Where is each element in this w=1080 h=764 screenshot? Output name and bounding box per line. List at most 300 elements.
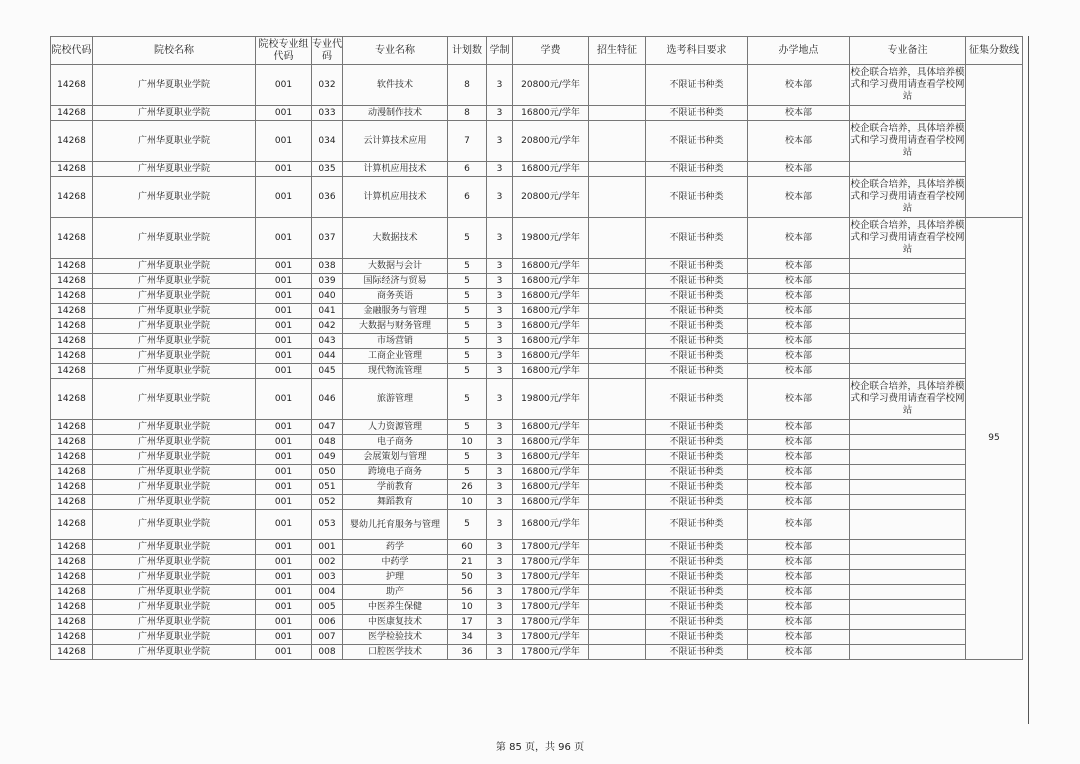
cell-years: 3 [487,570,513,585]
cell-subjects: 不限证书种类 [646,162,748,177]
cell-school-code: 14268 [51,555,93,570]
cell-school-name: 广州华夏职业学院 [93,585,256,600]
cell-major-code: 002 [312,555,343,570]
cell-location: 校本部 [748,645,850,660]
cell-plan: 5 [448,420,487,435]
cell-school-code: 14268 [51,645,93,660]
cell-fee: 17800元/学年 [513,555,589,570]
header-major-code: 专业代码 [312,37,343,65]
cell-major-code: 001 [312,540,343,555]
cell-major-code: 043 [312,334,343,349]
table-row [51,450,1023,465]
cell-fee: 16800元/学年 [513,495,589,510]
cell-feature [589,218,646,259]
cell-subjects: 不限证书种类 [646,510,748,540]
cell-years: 3 [487,121,513,162]
cell-major-name: 舞蹈教育 [343,495,448,510]
cell-location: 校本部 [748,289,850,304]
cell-school-name: 广州华夏职业学院 [93,121,256,162]
cell-group-code: 001 [256,274,312,289]
cell-location: 校本部 [748,349,850,364]
cell-years: 3 [487,364,513,379]
cell-group-code: 001 [256,540,312,555]
table-row [51,121,1023,162]
cell-location: 校本部 [748,570,850,585]
cell-years: 3 [487,450,513,465]
cell-fee: 16800元/学年 [513,319,589,334]
table-row [51,495,1023,510]
cell-subjects: 不限证书种类 [646,274,748,289]
cell-plan: 50 [448,570,487,585]
cell-score-line: 95 [966,218,1023,660]
cell-feature [589,274,646,289]
cell-school-name: 广州华夏职业学院 [93,349,256,364]
cell-school-code: 14268 [51,364,93,379]
cell-subjects: 不限证书种类 [646,465,748,480]
cell-major-name: 市场营销 [343,334,448,349]
cell-feature [589,540,646,555]
cell-remark [850,435,966,450]
cell-feature [589,585,646,600]
cell-group-code: 001 [256,349,312,364]
table-row [51,555,1023,570]
cell-school-code: 14268 [51,319,93,334]
cell-major-name: 云计算技术应用 [343,121,448,162]
cell-major-name: 计算机应用技术 [343,162,448,177]
cell-fee: 16800元/学年 [513,480,589,495]
cell-subjects: 不限证书种类 [646,334,748,349]
cell-feature [589,510,646,540]
cell-subjects: 不限证书种类 [646,570,748,585]
cell-plan: 21 [448,555,487,570]
cell-feature [589,570,646,585]
cell-major-code: 006 [312,615,343,630]
cell-plan: 5 [448,349,487,364]
cell-group-code: 001 [256,162,312,177]
cell-group-code: 001 [256,177,312,218]
cell-location: 校本部 [748,106,850,121]
cell-remark: 校企联合培养，具体培养模式和学习费用请查看学校网站 [850,218,966,259]
cell-major-name: 电子商务 [343,435,448,450]
cell-subjects: 不限证书种类 [646,630,748,645]
cell-school-code: 14268 [51,480,93,495]
cell-fee: 16800元/学年 [513,465,589,480]
cell-major-name: 计算机应用技术 [343,177,448,218]
cell-subjects: 不限证书种类 [646,379,748,420]
header-remark: 专业备注 [850,37,966,65]
table-row [51,304,1023,319]
cell-major-name: 跨境电子商务 [343,465,448,480]
cell-plan: 5 [448,450,487,465]
cell-plan: 5 [448,465,487,480]
cell-major-name: 会展策划与管理 [343,450,448,465]
cell-major-name: 工商企业管理 [343,349,448,364]
cell-feature [589,319,646,334]
cell-plan: 6 [448,162,487,177]
cell-school-code: 14268 [51,510,93,540]
cell-remark [850,585,966,600]
table-row [51,364,1023,379]
cell-plan: 60 [448,540,487,555]
cell-major-code: 008 [312,645,343,660]
cell-subjects: 不限证书种类 [646,495,748,510]
cell-school-name: 广州华夏职业学院 [93,65,256,106]
cell-group-code: 001 [256,304,312,319]
cell-major-code: 041 [312,304,343,319]
cell-school-name: 广州华夏职业学院 [93,495,256,510]
cell-group-code: 001 [256,510,312,540]
cell-years: 3 [487,218,513,259]
cell-school-code: 14268 [51,121,93,162]
cell-feature [589,162,646,177]
table-row [51,106,1023,121]
table-row [51,162,1023,177]
cell-years: 3 [487,162,513,177]
cell-school-name: 广州华夏职业学院 [93,364,256,379]
table-row [51,510,1023,540]
cell-school-code: 14268 [51,465,93,480]
cell-years: 3 [487,259,513,274]
cell-fee: 16800元/学年 [513,289,589,304]
cell-location: 校本部 [748,304,850,319]
cell-fee: 16800元/学年 [513,420,589,435]
cell-school-name: 广州华夏职业学院 [93,630,256,645]
cell-fee: 19800元/学年 [513,379,589,420]
cell-location: 校本部 [748,480,850,495]
cell-remark [850,349,966,364]
header-fee: 学费 [513,37,589,65]
cell-subjects: 不限证书种类 [646,435,748,450]
cell-subjects: 不限证书种类 [646,585,748,600]
cell-plan: 8 [448,65,487,106]
table-row [51,319,1023,334]
table-row [51,289,1023,304]
cell-fee: 20800元/学年 [513,121,589,162]
cell-remark: 校企联合培养，具体培养模式和学习费用请查看学校网站 [850,177,966,218]
cell-location: 校本部 [748,319,850,334]
cell-feature [589,259,646,274]
cell-group-code: 001 [256,319,312,334]
cell-school-name: 广州华夏职业学院 [93,555,256,570]
cell-remark [850,510,966,540]
cell-group-code: 001 [256,259,312,274]
cell-school-code: 14268 [51,334,93,349]
cell-fee: 16800元/学年 [513,349,589,364]
cell-subjects: 不限证书种类 [646,218,748,259]
cell-school-name: 广州华夏职业学院 [93,162,256,177]
table-row [51,630,1023,645]
cell-school-name: 广州华夏职业学院 [93,510,256,540]
cell-group-code: 001 [256,600,312,615]
cell-school-code: 14268 [51,495,93,510]
cell-group-code: 001 [256,630,312,645]
table-row [51,274,1023,289]
cell-plan: 26 [448,480,487,495]
cell-major-name: 大数据与财务管理 [343,319,448,334]
cell-location: 校本部 [748,177,850,218]
cell-subjects: 不限证书种类 [646,177,748,218]
cell-major-code: 004 [312,585,343,600]
table-row [51,420,1023,435]
cell-feature [589,420,646,435]
cell-fee: 16800元/学年 [513,274,589,289]
cell-location: 校本部 [748,615,850,630]
cell-group-code: 001 [256,495,312,510]
cell-plan: 36 [448,645,487,660]
cell-group-code: 001 [256,364,312,379]
cell-major-code: 046 [312,379,343,420]
cell-school-code: 14268 [51,349,93,364]
cell-school-code: 14268 [51,162,93,177]
cell-years: 3 [487,510,513,540]
cell-major-code: 051 [312,480,343,495]
table-row [51,218,1023,259]
cell-remark [850,319,966,334]
cell-major-code: 038 [312,259,343,274]
cell-school-code: 14268 [51,450,93,465]
cell-plan: 5 [448,304,487,319]
cell-feature [589,435,646,450]
cell-subjects: 不限证书种类 [646,420,748,435]
cell-years: 3 [487,600,513,615]
cell-school-name: 广州华夏职业学院 [93,465,256,480]
cell-major-code: 034 [312,121,343,162]
cell-subjects: 不限证书种类 [646,106,748,121]
cell-subjects: 不限证书种类 [646,349,748,364]
cell-school-code: 14268 [51,289,93,304]
cell-major-name: 国际经济与贸易 [343,274,448,289]
cell-years: 3 [487,420,513,435]
cell-remark [850,162,966,177]
cell-subjects: 不限证书种类 [646,450,748,465]
cell-major-name: 现代物流管理 [343,364,448,379]
cell-school-name: 广州华夏职业学院 [93,319,256,334]
cell-location: 校本部 [748,162,850,177]
cell-major-code: 042 [312,319,343,334]
cell-school-name: 广州华夏职业学院 [93,304,256,319]
cell-plan: 7 [448,121,487,162]
cell-school-name: 广州华夏职业学院 [93,259,256,274]
cell-group-code: 001 [256,645,312,660]
cell-location: 校本部 [748,218,850,259]
header-plan: 计划数 [448,37,487,65]
cell-plan: 5 [448,218,487,259]
cell-subjects: 不限证书种类 [646,555,748,570]
cell-feature [589,364,646,379]
cell-years: 3 [487,106,513,121]
table-row [51,259,1023,274]
header-group-code: 院校专业组代码 [256,37,312,65]
cell-school-code: 14268 [51,630,93,645]
cell-major-name: 中医康复技术 [343,615,448,630]
cell-major-name: 金融服务与管理 [343,304,448,319]
cell-fee: 16800元/学年 [513,162,589,177]
cell-subjects: 不限证书种类 [646,480,748,495]
cell-subjects: 不限证书种类 [646,259,748,274]
cell-major-code: 049 [312,450,343,465]
cell-feature [589,480,646,495]
cell-remark [850,450,966,465]
cell-remark: 校企联合培养，具体培养模式和学习费用请查看学校网站 [850,65,966,106]
cell-feature [589,304,646,319]
cell-plan: 5 [448,379,487,420]
cell-plan: 5 [448,274,487,289]
cell-school-name: 广州华夏职业学院 [93,615,256,630]
cell-major-name: 护理 [343,570,448,585]
cell-school-code: 14268 [51,600,93,615]
cell-major-name: 口腔医学技术 [343,645,448,660]
cell-fee: 17800元/学年 [513,570,589,585]
cell-remark [850,289,966,304]
cell-fee: 16800元/学年 [513,450,589,465]
cell-school-code: 14268 [51,106,93,121]
cell-location: 校本部 [748,379,850,420]
cell-subjects: 不限证书种类 [646,615,748,630]
cell-major-code: 047 [312,420,343,435]
cell-feature [589,555,646,570]
cell-school-code: 14268 [51,585,93,600]
cell-group-code: 001 [256,420,312,435]
cell-group-code: 001 [256,106,312,121]
page-footer: 第 85 页，共 96 页 [495,742,585,753]
cell-major-code: 052 [312,495,343,510]
cell-school-name: 广州华夏职业学院 [93,289,256,304]
cell-years: 3 [487,349,513,364]
cell-years: 3 [487,379,513,420]
cell-location: 校本部 [748,65,850,106]
cell-school-code: 14268 [51,379,93,420]
cell-major-name: 婴幼儿托育服务与管理 [343,510,448,540]
cell-feature [589,615,646,630]
cell-school-code: 14268 [51,615,93,630]
cell-major-code: 050 [312,465,343,480]
cell-school-name: 广州华夏职业学院 [93,540,256,555]
cell-years: 3 [487,465,513,480]
cell-school-name: 广州华夏职业学院 [93,645,256,660]
cell-location: 校本部 [748,450,850,465]
table-row [51,349,1023,364]
cell-school-code: 14268 [51,540,93,555]
cell-plan: 56 [448,585,487,600]
cell-major-name: 药学 [343,540,448,555]
cell-fee: 16800元/学年 [513,435,589,450]
cell-remark [850,555,966,570]
cell-subjects: 不限证书种类 [646,600,748,615]
cell-plan: 10 [448,495,487,510]
cell-location: 校本部 [748,585,850,600]
cell-location: 校本部 [748,274,850,289]
cell-major-name: 学前教育 [343,480,448,495]
table-row [51,334,1023,349]
table-row [51,435,1023,450]
cell-major-code: 040 [312,289,343,304]
cell-feature [589,289,646,304]
table-row [51,615,1023,630]
cell-years: 3 [487,630,513,645]
cell-major-name: 动漫制作技术 [343,106,448,121]
cell-remark [850,570,966,585]
cell-years: 3 [487,435,513,450]
cell-major-code: 036 [312,177,343,218]
cell-major-code: 005 [312,600,343,615]
cell-fee: 16800元/学年 [513,364,589,379]
cell-years: 3 [487,334,513,349]
cell-plan: 34 [448,630,487,645]
cell-school-code: 14268 [51,65,93,106]
header-major-name: 专业名称 [343,37,448,65]
cell-years: 3 [487,304,513,319]
cell-subjects: 不限证书种类 [646,319,748,334]
cell-fee: 16800元/学年 [513,304,589,319]
cell-years: 3 [487,645,513,660]
cell-location: 校本部 [748,121,850,162]
cell-major-name: 旅游管理 [343,379,448,420]
cell-years: 3 [487,495,513,510]
cell-remark: 校企联合培养，具体培养模式和学习费用请查看学校网站 [850,379,966,420]
cell-feature [589,630,646,645]
header-row [51,37,1023,65]
table-row [51,540,1023,555]
cell-subjects: 不限证书种类 [646,289,748,304]
cell-group-code: 001 [256,334,312,349]
cell-major-code: 007 [312,630,343,645]
cell-location: 校本部 [748,420,850,435]
cell-location: 校本部 [748,600,850,615]
cell-remark [850,304,966,319]
cell-plan: 5 [448,319,487,334]
cell-remark [850,364,966,379]
cell-major-code: 048 [312,435,343,450]
header-location: 办学地点 [748,37,850,65]
cell-group-code: 001 [256,480,312,495]
cell-major-name: 商务英语 [343,289,448,304]
cell-group-code: 001 [256,379,312,420]
cell-major-code: 037 [312,218,343,259]
cell-group-code: 001 [256,465,312,480]
cell-major-name: 中医养生保健 [343,600,448,615]
cell-remark [850,645,966,660]
cell-fee: 17800元/学年 [513,600,589,615]
cell-years: 3 [487,585,513,600]
cell-major-name: 人力资源管理 [343,420,448,435]
table-row [51,65,1023,106]
cell-school-name: 广州华夏职业学院 [93,334,256,349]
cell-location: 校本部 [748,465,850,480]
cell-subjects: 不限证书种类 [646,121,748,162]
cell-location: 校本部 [748,495,850,510]
cell-remark [850,630,966,645]
cell-group-code: 001 [256,435,312,450]
cell-major-name: 医学检验技术 [343,630,448,645]
cell-major-code: 045 [312,364,343,379]
table-row [51,379,1023,420]
cell-major-code: 053 [312,510,343,540]
cell-feature [589,600,646,615]
cell-feature [589,65,646,106]
cell-plan: 5 [448,334,487,349]
cell-fee: 16800元/学年 [513,334,589,349]
cell-school-code: 14268 [51,218,93,259]
cell-location: 校本部 [748,364,850,379]
header-score-line: 征集分数线 [966,37,1023,65]
cell-school-name: 广州华夏职业学院 [93,177,256,218]
cell-school-name: 广州华夏职业学院 [93,106,256,121]
cell-fee: 20800元/学年 [513,177,589,218]
cell-school-code: 14268 [51,304,93,319]
cell-school-name: 广州华夏职业学院 [93,600,256,615]
cell-remark [850,495,966,510]
cell-feature [589,450,646,465]
